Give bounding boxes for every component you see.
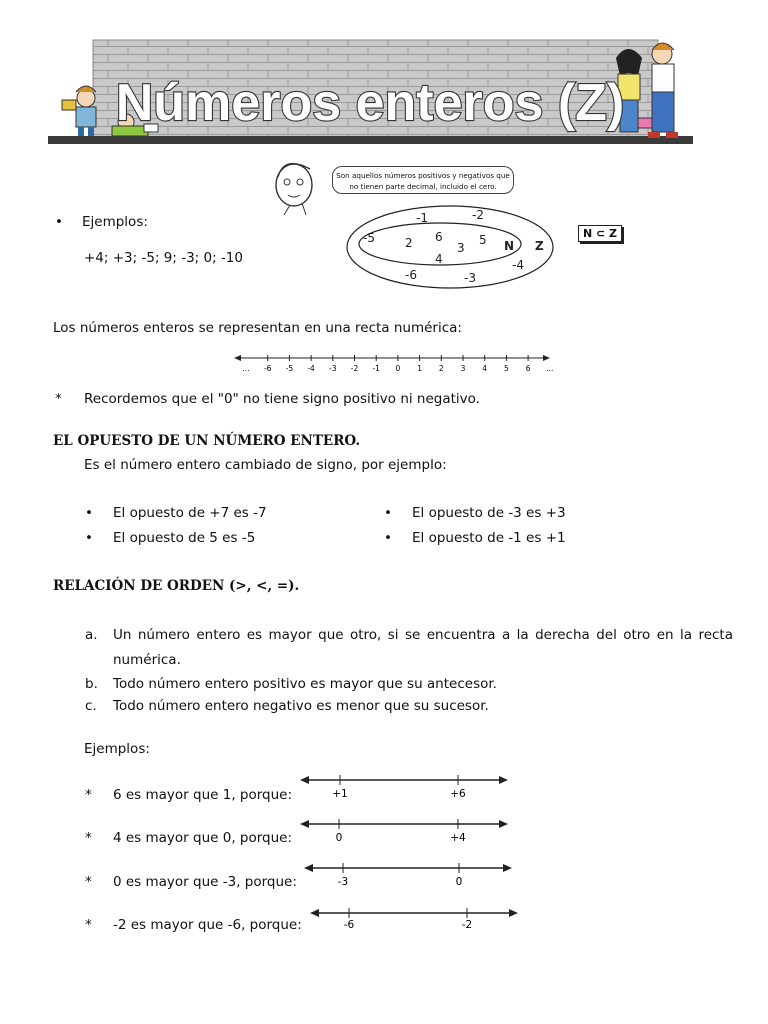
examples-values: +4; +3; -5; 9; -3; 0; -10 — [84, 250, 243, 266]
number-line-label: -5 — [285, 364, 294, 373]
venn-label-n: N — [504, 239, 515, 253]
opposite-heading: EL OPUESTO DE UN NÚMERO ENTERO. — [53, 433, 361, 449]
venn-number: -2 — [472, 208, 484, 222]
order-item-line: Todo número entero negativo es menor que su sucesor. — [113, 698, 489, 714]
order-example-line — [300, 772, 510, 802]
order-item-line: numérica. — [113, 652, 181, 668]
bullet: • — [384, 530, 392, 546]
order-letter: a. — [85, 627, 98, 643]
order-example-text: 4 es mayor que 0, porque: — [113, 830, 293, 846]
opposite-desc: Es el número entero cambiado de signo, por ejemplo: — [84, 457, 447, 473]
venn-number: 3 — [457, 241, 465, 255]
venn-outer-z — [347, 206, 553, 288]
order-example-text: -2 es mayor que -6, porque: — [113, 917, 302, 933]
number-line-label: 0 — [395, 364, 401, 373]
number-line-label: ... — [546, 364, 554, 373]
number-line-label: 1 — [417, 364, 422, 373]
order-example-line — [304, 860, 514, 890]
order-example-line — [310, 905, 520, 935]
number-line-label: -4 — [307, 364, 315, 373]
order-example-line — [300, 816, 510, 846]
bullet: • — [85, 505, 93, 521]
number-line-label: 2 — [438, 364, 444, 373]
tick-label: +6 — [450, 788, 466, 800]
number-line-label: 5 — [504, 364, 509, 373]
opposite-item: El opuesto de -1 es +1 — [412, 530, 566, 546]
venn-number: -6 — [405, 268, 417, 282]
tick-label: -2 — [461, 919, 473, 931]
number-line-label: ... — [242, 364, 250, 373]
tick-label: 0 — [455, 876, 463, 888]
bullet: • — [384, 505, 392, 521]
tick-label: -6 — [343, 919, 355, 931]
opposite-item: El opuesto de +7 es -7 — [113, 505, 267, 521]
number-line-label: -3 — [329, 364, 337, 373]
venn-number: -4 — [512, 258, 524, 272]
tick-label: -3 — [337, 876, 349, 888]
order-letter: b. — [85, 676, 98, 692]
number-line-label: -2 — [350, 364, 359, 373]
brick-wall-illustration — [48, 38, 693, 148]
page-title: Números enteros (Z) — [115, 74, 625, 132]
speech-bubble — [332, 166, 514, 194]
venn-number: 4 — [435, 252, 443, 266]
order-heading: RELACIÓN DE ORDEN (>, <, =). — [53, 578, 300, 594]
number-line-label: 6 — [525, 364, 531, 373]
number-line-label: 3 — [460, 364, 466, 373]
venn-diagram — [340, 203, 560, 293]
numberline-intro: Los números enteros se representan en una recta numérica: — [53, 320, 462, 336]
note-star: * — [55, 391, 62, 407]
venn-number: -5 — [363, 231, 375, 245]
bubble-line-2: no tienen parte decimal, incluido el cero. — [349, 182, 497, 191]
venn-number: 6 — [435, 230, 443, 244]
venn-number: 5 — [479, 233, 487, 247]
star: * — [85, 787, 92, 803]
number-line-label: -6 — [263, 364, 272, 373]
order-example-text: 6 es mayor que 1, porque: — [113, 787, 293, 803]
star: * — [85, 874, 92, 890]
number-line-label: -1 — [372, 364, 380, 373]
order-example-text: 0 es mayor que -3, porque: — [113, 874, 297, 890]
note-text: Recordemos que el "0" no tiene signo positivo ni negativo. — [84, 391, 480, 407]
venn-number: 2 — [405, 236, 413, 250]
tick-label: 0 — [335, 832, 343, 844]
venn-number: -3 — [464, 271, 476, 285]
bubble-line-1: Son aquellos números positivos y negativos que — [336, 171, 510, 180]
number-line-label: 4 — [482, 364, 488, 373]
order-item-line: Un número entero es mayor que otro, si se encuentra a la derecha del otro en la recta — [113, 627, 733, 643]
examples-label: Ejemplos: — [82, 214, 148, 230]
subset-box: N ⊂ Z — [578, 225, 622, 242]
order-letter: c. — [85, 698, 97, 714]
opposite-item: El opuesto de -3 es +3 — [412, 505, 566, 521]
venn-label-z: Z — [535, 239, 544, 253]
tick-label: +1 — [332, 788, 348, 800]
examples-bullet: • — [55, 214, 63, 230]
thinking-boy-illustration — [268, 155, 320, 217]
order-item-line: Todo número entero positivo es mayor que su antecesor. — [113, 676, 497, 692]
order-examples-label: Ejemplos: — [84, 741, 150, 757]
number-line — [232, 350, 552, 376]
tick-label: +4 — [450, 832, 466, 844]
venn-number: -1 — [416, 211, 428, 225]
star: * — [85, 917, 92, 933]
bullet: • — [85, 530, 93, 546]
opposite-item: El opuesto de 5 es -5 — [113, 530, 256, 546]
star: * — [85, 830, 92, 846]
title-banner — [48, 38, 693, 148]
